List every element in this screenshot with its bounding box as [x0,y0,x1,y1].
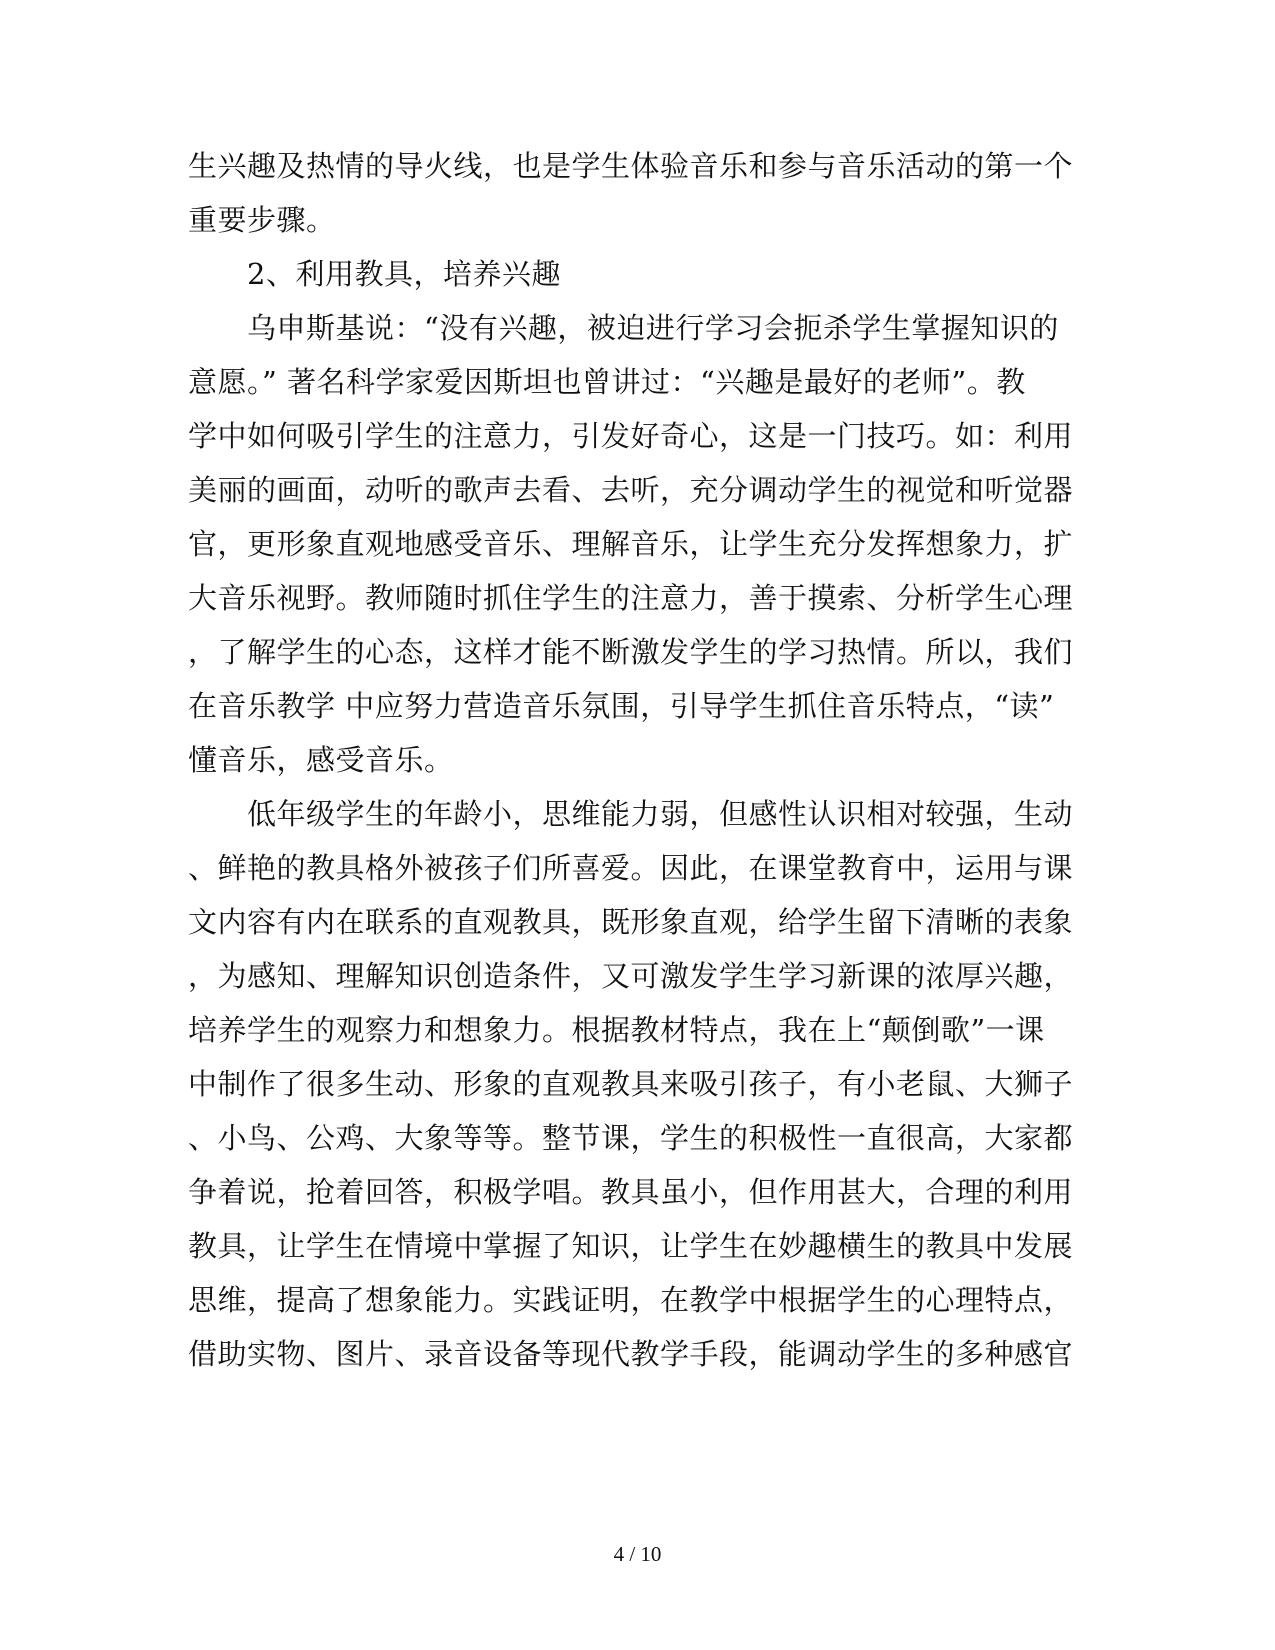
text-line: 生兴趣及热情的导火线，也是学生体验音乐和参与音乐活动的第一个 [188,149,1074,183]
text-line: 思维，提高了想象能力。实践证明，在教学中根据学生的心理特点， [188,1283,1074,1317]
text-line: 争着说，抢着回答，积极学唱。教具虽小，但作用甚大，合理的利用 [188,1175,1074,1209]
text-line: 、鲜艳的教具格外被孩子们所喜爱。因此，在课堂教育中，运用与课 [188,851,1074,885]
text-line: 美丽的画面，动听的歌声去看、去听，充分调动学生的视觉和听觉器 [188,473,1074,507]
text-line: 低年级学生的年龄小，思维能力弱，但感性认识相对较强，生动 [247,797,1074,831]
text-line: 懂音乐，感受音乐。 [188,743,454,777]
text-line: 在音乐教学 中应努力营造音乐氛围，引导学生抓住音乐特点，“读” [188,689,1055,723]
text-line: 乌申斯基说：“没有兴趣，被迫进行学习会扼杀学生掌握知识的 [247,311,1059,345]
text-line: 官，更形象直观地感受音乐、理解音乐，让学生充分发挥想象力，扩 [188,527,1074,561]
text-line: 学中如何吸引学生的注意力，引发好奇心，这是一门技巧。如：利用 [188,419,1074,453]
text-line: 教具，让学生在情境中掌握了知识，让学生在妙趣横生的教具中发展 [188,1229,1074,1263]
text-line: 意愿。” 著名科学家爱因斯坦也曾讲过：“兴趣是最好的老师”。教 [188,365,1026,399]
text-line: ，为感知、理解知识创造条件，又可激发学生学习新课的浓厚兴趣， [188,959,1074,993]
text-line: 培养学生的观察力和想象力。根据教材特点，我在上“颠倒歌”一课 [188,1013,1045,1047]
text-line: 中制作了很多生动、形象的直观教具来吸引孩子，有小老鼠、大狮子 [188,1067,1074,1101]
text-line: 借助实物、图片、录音设备等现代教学手段，能调动学生的多种感官 [188,1337,1074,1371]
section-heading: 2、利用教具，培养兴趣 [247,257,561,291]
text-line: 文内容有内在联系的直观教具，既形象直观，给学生留下清晰的表象 [188,905,1074,939]
text-line: 大音乐视野。教师随时抓住学生的注意力，善于摸索、分析学生心理 [188,581,1074,615]
page-number: 4 / 10 [613,1542,662,1566]
text-line: 、小鸟、公鸡、大象等等。整节课，学生的积极性一直很高，大家都 [188,1121,1074,1155]
text-line: ，了解学生的心态，这样才能不断激发学生的学习热情。所以，我们 [188,635,1074,669]
text-line: 重要步骤。 [188,203,336,237]
